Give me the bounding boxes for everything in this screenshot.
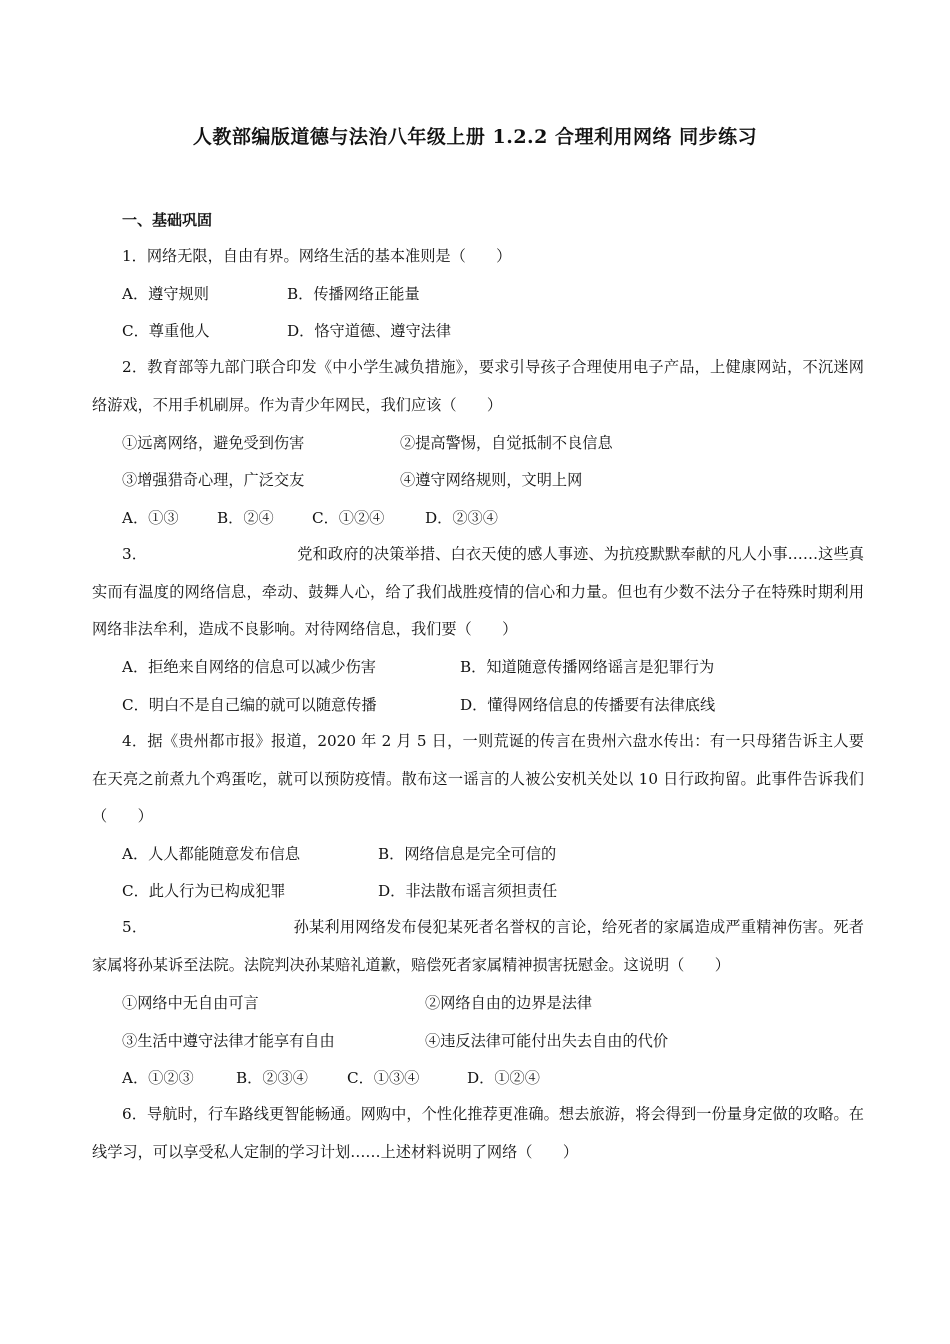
question-4-option-c: C．此人行为已构成犯罪 bbox=[122, 882, 286, 900]
question-5-option-d: D．①②④ bbox=[467, 1069, 540, 1087]
question-5-statement-4: ④违反法律可能付出失去自由的代价 bbox=[425, 1032, 668, 1050]
question-3-number: 3． bbox=[122, 545, 148, 563]
question-4-option-d: D．非法散布谣言须担责任 bbox=[378, 882, 558, 900]
question-2-statement-2: ②提高警惕，自觉抵制不良信息 bbox=[400, 434, 613, 452]
question-3-text: 党和政府的决策举措、白衣天使的感人事迹、为抗疫默默奉献的凡人小事……这些真实而有温度的网络信息，牵动、鼓舞人心，给了我们战胜疫情的信心和力量。但也有少数不法分子在特殊时期利用网络非法牟利，造成不良影响。对待网络信息，我们要（ ） bbox=[92, 545, 864, 638]
page-title: 人教部编版道德与法治八年级上册 1.2.2 合理利用网络 同步练习 bbox=[192, 126, 758, 148]
question-5-option-c: C．①③④ bbox=[347, 1069, 420, 1087]
question-5-option-b: B．②③④ bbox=[236, 1069, 308, 1087]
question-3-stem bbox=[92, 536, 864, 649]
question-5-stem bbox=[92, 909, 864, 984]
question-2-option-a: A．①③ bbox=[122, 509, 179, 527]
question-5-number: 5． bbox=[122, 918, 148, 936]
question-5-statement-2: ②网络自由的边界是法律 bbox=[425, 994, 593, 1012]
question-3-option-b: B．知道随意传播网络谣言是犯罪行为 bbox=[460, 658, 715, 676]
question-6-stem: 6．导航时，行车路线更智能畅通。网购中，个性化推荐更准确。想去旅游，将会得到一份量身定做的攻略。在线学习，可以享受私人定制的学习计划……上述材料说明了网络（ ） bbox=[92, 1105, 864, 1161]
question-2-statement-4: ④遵守网络规则，文明上网 bbox=[400, 471, 583, 489]
question-2-statement-3: ③增强猎奇心理，广泛交友 bbox=[122, 471, 305, 489]
question-2-option-b: B．②④ bbox=[217, 509, 274, 527]
question-1-option-a: A．遵守规则 bbox=[122, 285, 209, 303]
question-2-statement-1: ①远离网络，避免受到伤害 bbox=[122, 434, 305, 452]
question-3-option-c: C．明白不是自己编的就可以随意传播 bbox=[122, 696, 377, 714]
question-4-option-a: A．人人都能随意发布信息 bbox=[122, 845, 301, 863]
question-5-text: 孙某利用网络发布侵犯某死者名誉权的言论，给死者的家属造成严重精神伤害。死者家属将孙某诉至法院。法院判决孙某赔礼道歉，赔偿死者家属精神损害抚慰金。这说明（ ） bbox=[92, 918, 864, 974]
question-5-option-a: A．①②③ bbox=[122, 1069, 194, 1087]
question-3-option-a: A．拒绝来自网络的信息可以减少伤害 bbox=[122, 658, 376, 676]
question-4-stem: 4．据《贵州都市报》报道，2020 年 2 月 5 日，一则荒诞的传言在贵州六盘水传出：有一只母猪告诉主人要在天亮之前煮九个鸡蛋吃，就可以预防疫情。散布这一谣言的人被公安机关处以 10 日行政拘留。此事件告诉我们（ ） bbox=[92, 732, 864, 825]
question-1-option-c: C．尊重他人 bbox=[122, 322, 210, 340]
question-1-stem: 1．网络无限，自由有界。网络生活的基本准则是（ ） bbox=[122, 247, 512, 265]
question-2-stem: 2．教育部等九部门联合印发《中小学生减负措施》，要求引导孩子合理使用电子产品，上健康网站，不沉迷网络游戏，不用手机刷屏。作为青少年网民，我们应该（ ） bbox=[92, 358, 864, 414]
section-heading: 一、基础巩固 bbox=[122, 211, 213, 229]
question-2-option-d: D．②③④ bbox=[425, 509, 498, 527]
question-1-option-d: D．恪守道德、遵守法律 bbox=[287, 322, 452, 340]
question-3-option-d: D．懂得网络信息的传播要有法律底线 bbox=[460, 696, 716, 714]
question-2-option-c: C．①②④ bbox=[312, 509, 385, 527]
question-5-statement-3: ③生活中遵守法律才能享有自由 bbox=[122, 1032, 335, 1050]
question-1-option-b: B．传播网络正能量 bbox=[287, 285, 420, 303]
question-5-statement-1: ①网络中无自由可言 bbox=[122, 994, 259, 1012]
question-4-option-b: B．网络信息是完全可信的 bbox=[378, 845, 557, 863]
